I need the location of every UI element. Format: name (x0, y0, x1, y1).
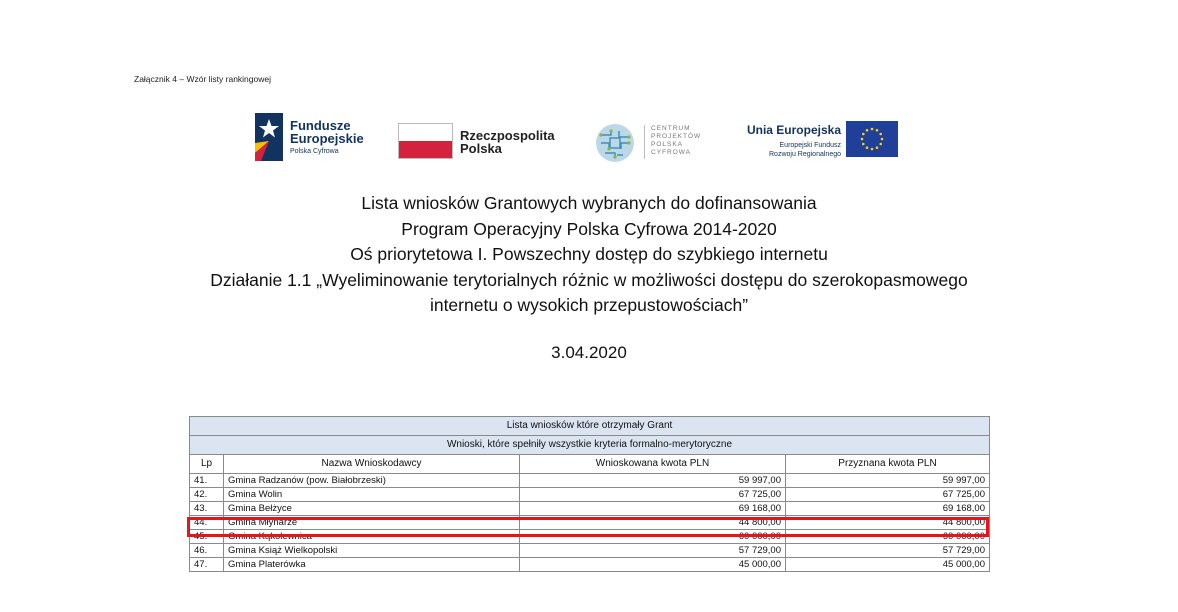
cpc-line3: POLSKA (651, 141, 684, 148)
cpc-line4: CYFROWA (651, 149, 691, 156)
col-header-requested: Wnioskowana kwota PLN (520, 455, 786, 474)
cell-name: Gmina Kąkolewnica (224, 530, 520, 544)
title-line-1: Lista wniosków Grantowych wybranych do dofinansowania (361, 193, 817, 213)
ranking-table (189, 416, 990, 572)
col-header-name: Nazwa Wnioskodawcy (224, 455, 520, 474)
ue-line1: Unia Europejska (746, 123, 841, 137)
cell-lp: 46. (190, 544, 224, 558)
cell-lp: 43. (190, 502, 224, 516)
table-row (190, 544, 990, 558)
cell-requested: 69 168,00 (520, 502, 786, 516)
cell-granted: 45 000,00 (786, 558, 990, 572)
cell-name: Gmina Książ Wielkopolski (224, 544, 520, 558)
centrum-projektow-logo (593, 121, 723, 165)
cell-lp: 44. (190, 516, 224, 530)
title-line-4: Działanie 1.1 „Wyeliminowanie terytorialnych różnic w możliwości dostępu do szerokopasmowego (210, 269, 968, 290)
title-line-3: Oś priorytetowa I. Powszechny dostęp do szybkiego internetu (350, 244, 828, 264)
cell-requested: 44 800,00 (520, 516, 786, 530)
fe-line3: Polska Cyfrowa (290, 148, 339, 155)
table-column-headers (190, 455, 990, 474)
cell-granted: 59 997,00 (786, 474, 990, 488)
polish-flag-icon (398, 123, 453, 159)
cell-requested: 45 000,00 (520, 558, 786, 572)
cell-requested: 60 000,00 (520, 530, 786, 544)
row-highlight-box (187, 517, 989, 537)
table-header-row (190, 417, 990, 436)
cell-name: Gmina Wolin (224, 488, 520, 502)
cell-name: Gmina Radzanów (pow. Białobrzeski) (224, 474, 520, 488)
cell-granted: 44 800,00 (786, 516, 990, 530)
fundusze-europejskie-logo (255, 113, 375, 163)
title-line-2: Program Operacyjny Polska Cyfrowa 2014-2020 (401, 218, 777, 239)
title-line-5: internetu o wysokich przepustowościach” (429, 295, 749, 315)
table-header-1: Lista wniosków które otrzymały Grant (190, 417, 990, 436)
document-title (0, 191, 1178, 319)
table-row (190, 474, 990, 488)
cell-requested: 59 997,00 (520, 474, 786, 488)
table-row-highlighted (190, 502, 990, 516)
cell-requested: 67 725,00 (520, 488, 786, 502)
fe-star-icon (255, 113, 283, 161)
unia-europejska-logo (738, 119, 903, 165)
cell-granted: 67 725,00 (786, 488, 990, 502)
table-subheader-row (190, 436, 990, 455)
cell-granted: 57 729,00 (786, 544, 990, 558)
document-date: 3.04.2020 (551, 343, 627, 362)
cell-name: Gmina Młynarze (224, 516, 520, 530)
rp-line1: Rzeczpospolita (460, 128, 555, 143)
cell-lp: 42. (190, 488, 224, 502)
cell-lp: 45. (190, 530, 224, 544)
rzeczpospolita-polska-logo (398, 123, 578, 163)
cell-granted: 60 000,00 (786, 530, 990, 544)
cell-lp: 41. (190, 474, 224, 488)
table-row (190, 558, 990, 572)
cpc-circuit-icon (593, 121, 637, 165)
table-header-2: Wnioski, które spełniły wszystkie kryteria formalno-merytoryczne (190, 436, 990, 455)
rp-line2: Polska (460, 141, 502, 156)
fe-line2: Europejskie (290, 131, 364, 146)
cell-requested: 57 729,00 (520, 544, 786, 558)
logo-bar (0, 113, 1178, 173)
annex-label: Załącznik 4 – Wzór listy rankingowej (134, 74, 271, 84)
cell-granted: 69 168,00 (786, 502, 990, 516)
cpc-line2: PROJEKTÓW (651, 133, 702, 140)
table-row (190, 488, 990, 502)
cell-name: Gmina Platerówka (224, 558, 520, 572)
cpc-line1: CENTRUM (651, 125, 691, 132)
cell-name: Gmina Bełżyce (224, 502, 520, 516)
col-header-granted: Przyznana kwota PLN (786, 455, 990, 474)
ue-line3: Rozwoju Regionalnego (769, 151, 841, 158)
col-header-lp: Lp (190, 455, 224, 474)
ue-line2: Europejski Fundusz (779, 142, 841, 149)
eu-flag-icon (846, 121, 898, 157)
fe-line1: Fundusze (290, 118, 351, 133)
cell-lp: 47. (190, 558, 224, 572)
